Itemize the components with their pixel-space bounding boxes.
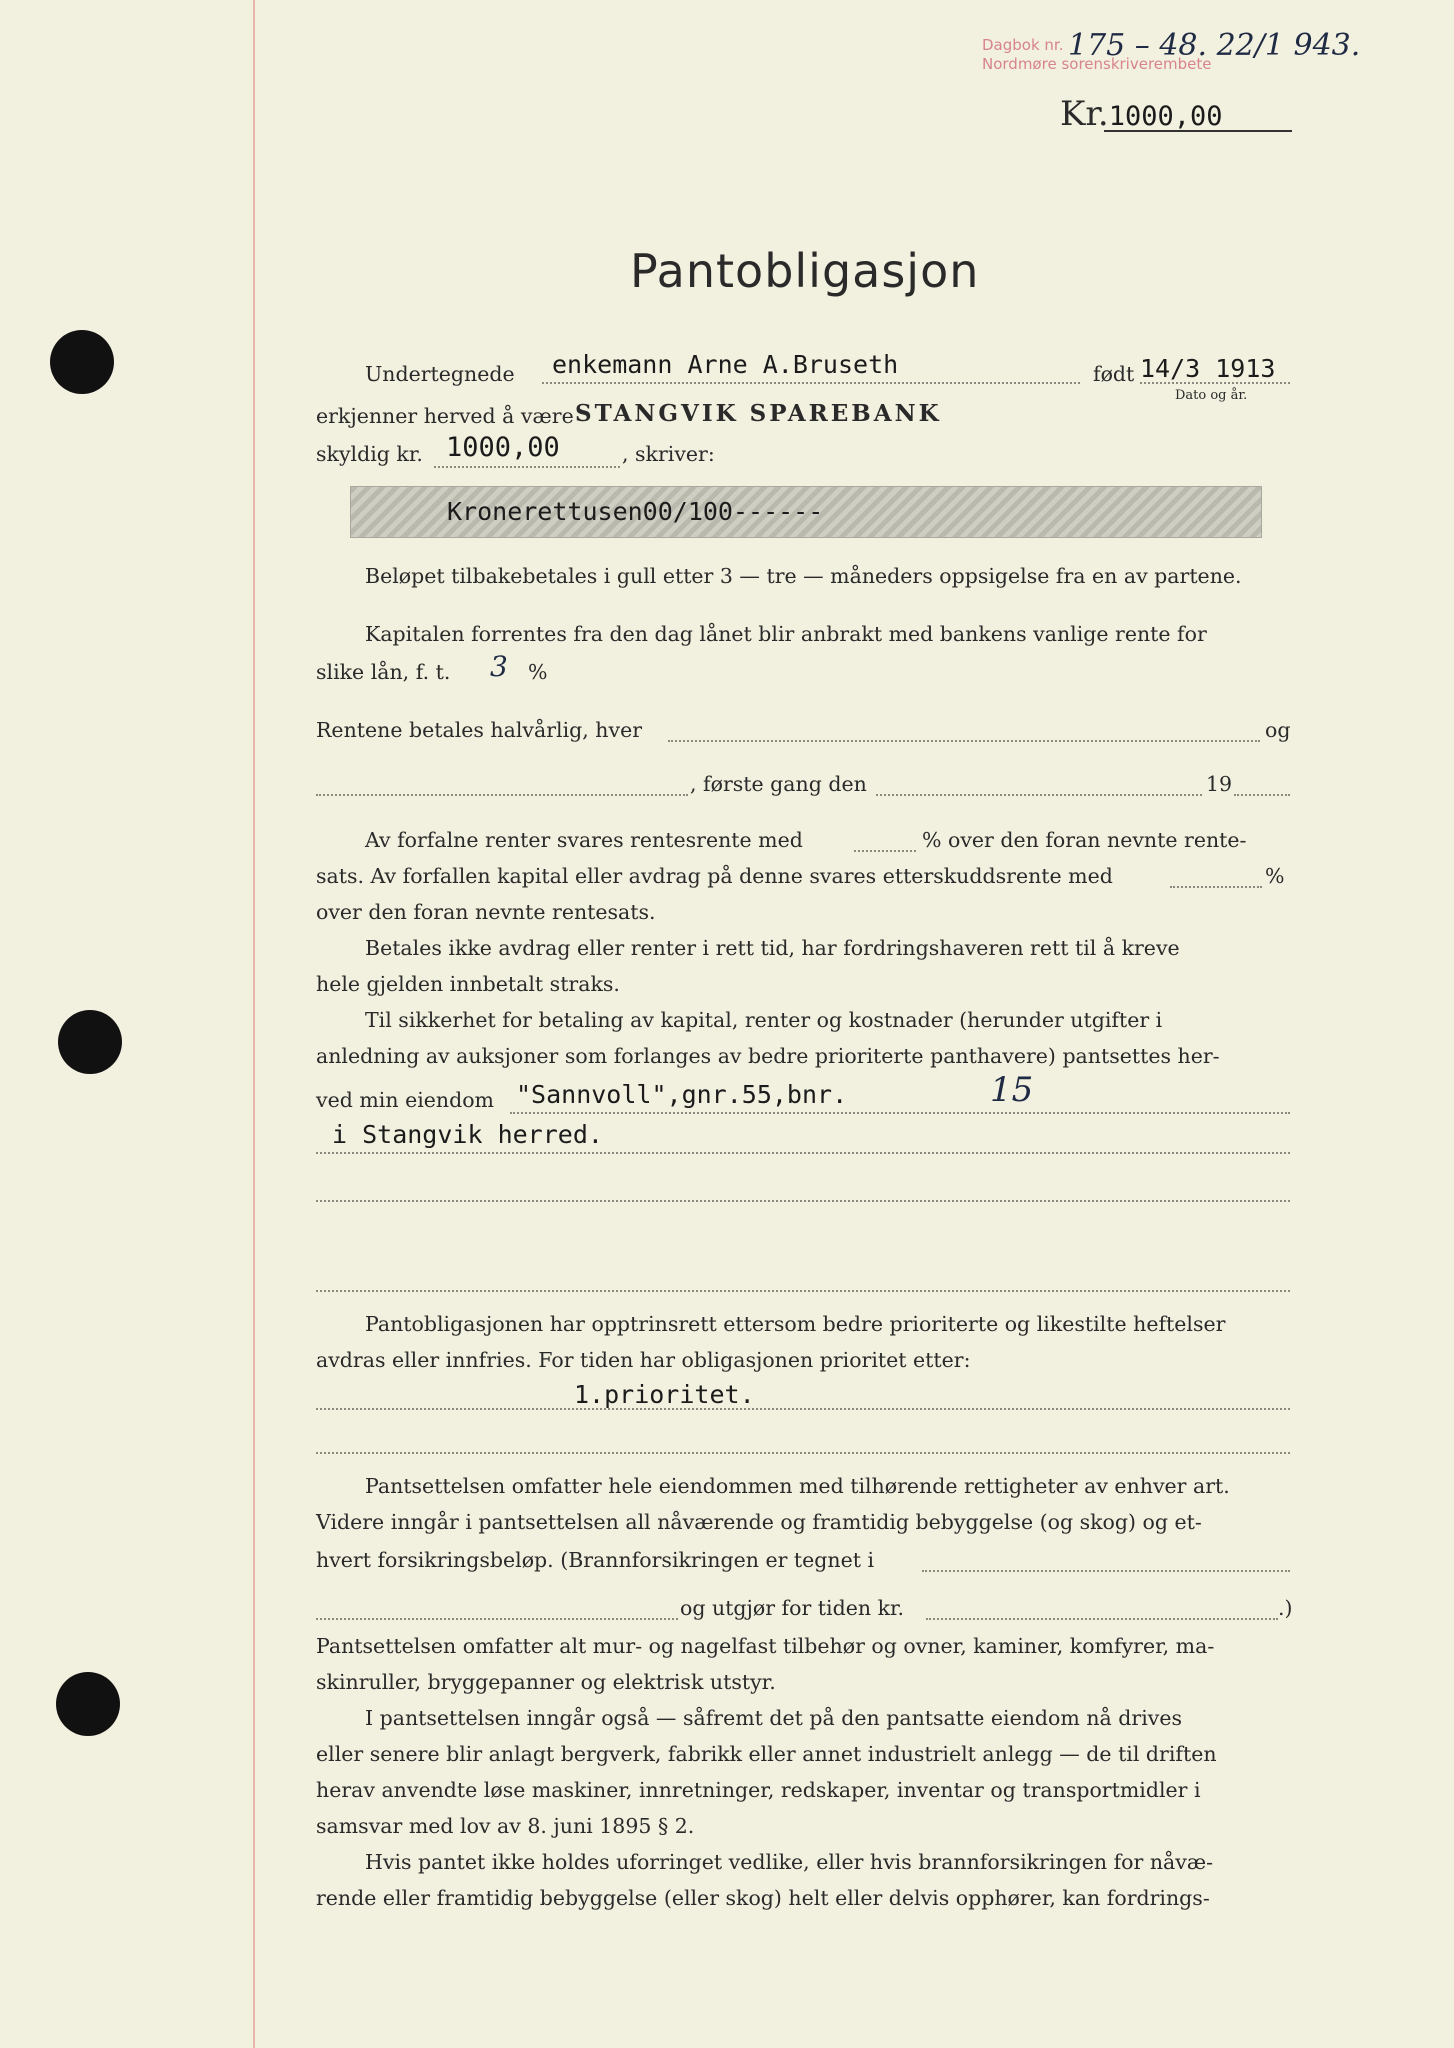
insurance-company-line	[922, 1570, 1290, 1572]
document-title: Pantobligasjon	[630, 244, 980, 298]
repayment-clause: Beløpet tilbakebetales i gull etter 3 — tre — måneders oppsigelse fra en av partene.	[365, 564, 1242, 588]
scope-clause-c: hvert forsikringsbeløp. (Brannforsikringen er tegnet i	[316, 1548, 875, 1572]
insurance-line	[316, 1618, 678, 1620]
amount-underline	[1104, 130, 1292, 132]
first-date-line	[316, 794, 688, 796]
fodt-value: 14/3 1913	[1140, 354, 1276, 383]
late-interest-end: over den foran nevnte rentesats.	[316, 900, 656, 924]
year-prefix: 19	[1206, 772, 1233, 796]
first-payment-line	[876, 794, 1202, 796]
amount-header-value: 1000,00	[1108, 101, 1223, 132]
industry-clause-d: samsvar med lov av 8. juni 1895 § 2.	[316, 1814, 695, 1838]
punch-hole	[58, 1010, 122, 1074]
skyldig-value: 1000,00	[446, 432, 560, 463]
priority-clause-a: Pantobligasjonen har opptrinsrett ettersom bedre prioriterte og likestilte heftelser	[365, 1312, 1226, 1336]
amount-words: Kronerettusen00/100------	[447, 497, 824, 526]
industry-clause-b: eller senere blir anlagt bergverk, fabrikk eller annet industrielt anlegg — de til driften	[316, 1742, 1217, 1766]
semiannual-line	[668, 740, 1260, 742]
first-payment-label: , første gang den	[690, 772, 867, 796]
interest-clause: Kapitalen forrentes fra den dag lånet blir anbrakt med bankens vanlige rente for	[365, 622, 1207, 646]
skyldig-line	[434, 466, 620, 468]
property-line-3	[316, 1200, 1290, 1202]
property-line	[510, 1112, 1290, 1114]
amount-words-band	[350, 486, 1262, 538]
semiannual-og: og	[1265, 718, 1291, 742]
erkjenner-text: erkjenner herved å være	[316, 404, 574, 428]
scope-clause-a: Pantsettelsen omfatter hele eiendommen med tilhørende rettigheter av enhver art.	[365, 1474, 1230, 1498]
default-interest-suffix: % over den foran nevnte rente-	[922, 828, 1247, 852]
fixtures-clause-b: skinruller, bryggepanner og elektrisk utstyr.	[316, 1670, 776, 1694]
interest-rate-percent: %	[528, 660, 548, 684]
late-interest-line	[1170, 886, 1262, 888]
priority-clause-b: avdras eller innfries. For tiden har obligasjonen prioritet etter:	[316, 1348, 971, 1372]
bank-name: STANGVIK SPAREBANK	[575, 400, 942, 427]
industry-clause-c: herav anvendte løse maskiner, innretninger, redskaper, inventar og transportmidler i	[316, 1778, 1201, 1802]
property-label: ved min eiendom	[316, 1088, 494, 1112]
skyldig-label: skyldig kr.	[316, 442, 423, 466]
interest-rate-label: slike lån, f. t.	[316, 660, 451, 684]
insurance-amount-line	[926, 1618, 1278, 1620]
punch-hole	[50, 330, 114, 394]
scope-clause-b: Videre inngår i pantsettelsen all nåværende og framtidig bebyggelse (og skog) og et-	[316, 1510, 1202, 1534]
fodt-line	[1140, 382, 1290, 384]
maintenance-clause-a: Hvis pantet ikke holdes uforringet vedlike, eller hvis brannforsikringen for nåvæ-	[365, 1850, 1214, 1874]
stamp-line2: Nordmøre sorenskriverembete	[982, 55, 1212, 73]
interest-rate-value: 3	[490, 650, 508, 683]
default-interest-label: Av forfalne renter svares rentesrente med	[365, 828, 803, 852]
property-line-4	[316, 1290, 1290, 1292]
priority-line	[316, 1408, 1290, 1410]
undertegnede-label: Undertegnede	[365, 362, 515, 386]
margin-rule	[253, 0, 255, 2048]
skyldig-suffix: , skriver:	[622, 442, 715, 466]
property-place: i Stangvik herred.	[332, 1120, 603, 1149]
late-interest-label: sats. Av forfallen kapital eller avdrag på denne svares etterskuddsrente med	[316, 864, 1113, 888]
acceleration-clause-b: hele gjelden innbetalt straks.	[316, 972, 620, 996]
amount-header	[1060, 94, 1223, 134]
security-clause-a: Til sikkerhet for betaling av kapital, renter og kostnader (herunder utgifter i	[365, 1008, 1163, 1032]
priority-line-2	[316, 1452, 1290, 1454]
acceleration-clause-a: Betales ikke avdrag eller renter i rett tid, har fordringshaveren rett til å kreve	[365, 936, 1180, 960]
insurance-amount-label: og utgjør for tiden kr.	[680, 1596, 905, 1620]
property-value: "Sannvoll",gnr.55,bnr.	[516, 1080, 848, 1109]
fodt-hint: Dato og år.	[1175, 388, 1248, 403]
priority-value: 1.prioritet.	[574, 1380, 755, 1409]
year-line	[1234, 794, 1290, 796]
property-line-2	[316, 1152, 1290, 1154]
semiannual-label: Rentene betales halvårlig, hver	[316, 718, 642, 742]
late-interest-percent: %	[1265, 864, 1285, 888]
stamp-line1: Dagbok nr.	[982, 36, 1064, 54]
undertegnede-value: enkemann Arne A.Bruseth	[552, 350, 899, 379]
amount-prefix: Kr.	[1060, 94, 1109, 134]
industry-clause-a: I pantsettelsen inngår også — såfremt det på den pantsatte eiendom nå drives	[365, 1706, 1182, 1730]
maintenance-clause-b: rende eller framtidig bebyggelse (eller skog) helt eller delvis opphører, kan fordrings-	[316, 1886, 1210, 1910]
default-interest-line	[854, 850, 916, 852]
undertegnede-line	[542, 382, 1080, 384]
insurance-amount-end: .)	[1278, 1596, 1293, 1620]
fixtures-clause-a: Pantsettelsen omfatter alt mur- og nagelfast tilbehør og ovner, kaminer, komfyrer, ma-	[316, 1634, 1215, 1658]
punch-hole	[56, 1672, 120, 1736]
security-clause-b: anledning av auksjoner som forlanges av bedre prioriterte panthavere) pantsettes her-	[316, 1044, 1220, 1068]
journal-number: 175 – 48. 22/1 943.	[1068, 28, 1361, 63]
property-bnr: 15	[990, 1070, 1034, 1110]
fodt-label: født	[1093, 362, 1135, 386]
